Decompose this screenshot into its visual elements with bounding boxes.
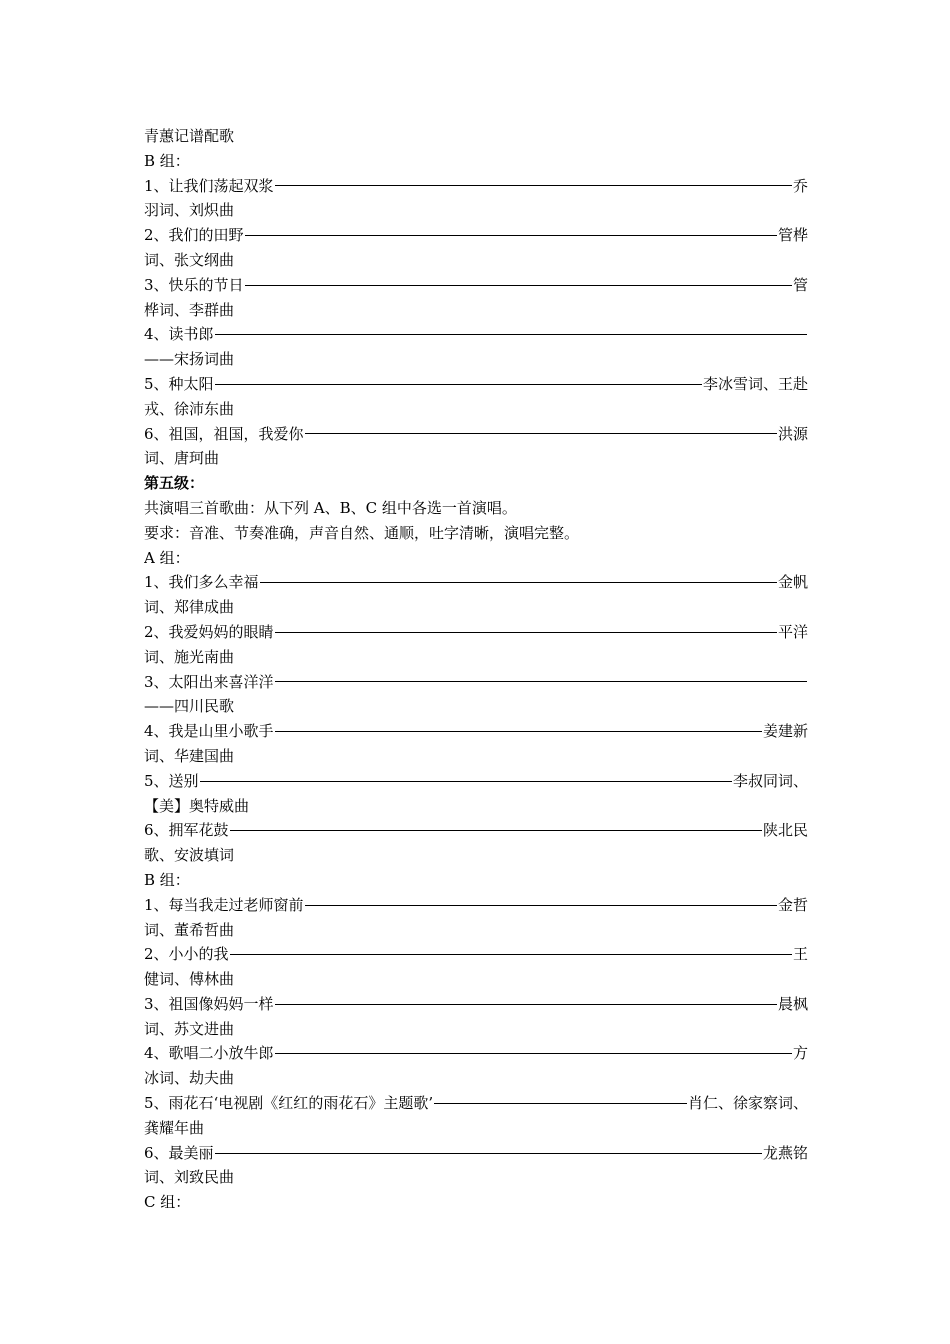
song-line (144, 422, 808, 447)
song-credit-continued: 词、董希哲曲 (144, 920, 235, 939)
song-title: 2、我们的田野 (144, 226, 244, 245)
song-credit-end: 晨枫 (777, 994, 808, 1013)
song-credit-continued: 健词、傅林曲 (144, 970, 235, 989)
leader-dash (230, 830, 762, 831)
song-credit-continued: 词、华建国曲 (144, 746, 235, 765)
group-header-a: A 组： (144, 548, 190, 567)
leader-dash (215, 384, 702, 385)
song-line (144, 570, 808, 595)
song-title: 1、我们多么幸福 (144, 573, 259, 592)
song-line (144, 992, 808, 1017)
song-line (144, 322, 808, 347)
song-credit-end: 姜建新 (762, 722, 808, 741)
leader-dash (275, 681, 807, 682)
song-credit-continued: 词、唐珂曲 (144, 449, 220, 468)
leader-dash (230, 954, 792, 955)
leader-dash (305, 433, 777, 434)
song-title: 3、太阳出来喜洋洋 (144, 672, 274, 691)
song-line (144, 719, 808, 744)
song-credit-end: 肖仁、徐家察词、 (687, 1094, 808, 1113)
song-line (144, 818, 808, 843)
song-credit-continued: 龚耀年曲 (144, 1118, 205, 1137)
song-credit-end: 金帆 (777, 573, 808, 592)
leader-dash (215, 1153, 762, 1154)
song-credit-end: 王 (792, 945, 808, 964)
song-title: 2、小小的我 (144, 945, 229, 964)
song-credit-continued: 戎、徐沛东曲 (144, 399, 235, 418)
requirement-text: 要求：音准、节奏准确，声音自然、通顺，吐字清晰，演唱完整。 (144, 523, 580, 542)
song-line (144, 942, 808, 967)
song-title: 5、雨花石‘电视剧《红红的雨花石》主题歌’ (144, 1094, 434, 1113)
song-credit-continued: ——四川民歌 (144, 697, 235, 716)
song-credit-end: 管桦 (777, 226, 808, 245)
song-credit-continued: 羽词、刘炽曲 (144, 201, 235, 220)
document-page (144, 124, 808, 1215)
song-credit-end: 金哲 (777, 895, 808, 914)
song-line (144, 769, 808, 794)
song-credit-end: 管 (792, 275, 808, 294)
leader-dash (275, 1004, 777, 1005)
song-credit-continued: 词、郑律成曲 (144, 598, 235, 617)
leader-dash (434, 1103, 687, 1104)
song-line (144, 174, 808, 199)
song-title: 6、拥军花鼓 (144, 821, 229, 840)
song-line (144, 893, 808, 918)
song-credit-continued: 桦词、李群曲 (144, 300, 235, 319)
leader-dash (275, 1053, 792, 1054)
song-credit-continued: 词、苏文进曲 (144, 1019, 235, 1038)
leader-dash (200, 781, 732, 782)
leader-dash (260, 582, 777, 583)
song-credit-end: 平洋 (777, 622, 808, 641)
leader-dash (305, 905, 777, 906)
leader-dash (275, 185, 792, 186)
leader-dash (215, 334, 807, 335)
leader-dash (245, 285, 792, 286)
song-credit-continued: 词、施光南曲 (144, 647, 235, 666)
song-title: 3、祖国像妈妈一样 (144, 994, 274, 1013)
song-credit-end: 方 (792, 1044, 808, 1063)
song-credit-continued: ——宋扬词曲 (144, 350, 235, 369)
song-line (144, 1041, 808, 1066)
song-credit-end: 陕北民 (762, 821, 808, 840)
song-credit-continued: 歌、安波填词 (144, 846, 235, 865)
leader-dash (275, 632, 777, 633)
song-line (144, 273, 808, 298)
song-line (144, 670, 808, 695)
song-title: 4、我是山里小歌手 (144, 722, 274, 741)
song-credit-end: 李冰雪词、王赴 (702, 374, 808, 393)
leader-dash (275, 731, 762, 732)
song-credit-end: 龙燕铭 (762, 1143, 808, 1162)
instruction-text: 共演唱三首歌曲：从下列 A、B、C 组中各选一首演唱。 (144, 498, 517, 517)
song-credit-continued: 【美】奥特威曲 (144, 796, 250, 815)
song-line (144, 223, 808, 248)
song-line (144, 620, 808, 645)
leader-dash (245, 235, 777, 236)
song-credit-continued: 词、张文纲曲 (144, 250, 235, 269)
song-title: 2、我爱妈妈的眼睛 (144, 622, 274, 641)
group-header-b-level4: B 组： (144, 151, 190, 170)
song-credit-continued: 词、刘致民曲 (144, 1168, 235, 1187)
song-title: 6、祖国，祖国，我爱你 (144, 424, 304, 443)
song-credit-end: 洪源 (777, 424, 808, 443)
song-title: 1、让我们荡起双浆 (144, 176, 274, 195)
song-credit-continued: 冰词、劫夫曲 (144, 1069, 235, 1088)
song-title: 5、送别 (144, 771, 199, 790)
song-title: 4、歌唱二小放牛郎 (144, 1044, 274, 1063)
song-credit-end: 李叔同词、 (732, 771, 808, 790)
song-line (144, 1141, 808, 1166)
intro-line: 青蕙记谱配歌 (144, 127, 235, 145)
group-header-c: C 组： (144, 1193, 191, 1212)
song-line (144, 1091, 808, 1116)
song-title: 3、快乐的节日 (144, 275, 244, 294)
song-line (144, 372, 808, 397)
song-title: 1、每当我走过老师窗前 (144, 895, 304, 914)
song-credit-end: 乔 (792, 176, 808, 195)
song-title: 6、最美丽 (144, 1143, 214, 1162)
song-title: 4、读书郎 (144, 325, 214, 344)
song-title: 5、种太阳 (144, 374, 214, 393)
group-header-b: B 组： (144, 870, 190, 889)
level-heading: 第五级： (144, 474, 205, 493)
